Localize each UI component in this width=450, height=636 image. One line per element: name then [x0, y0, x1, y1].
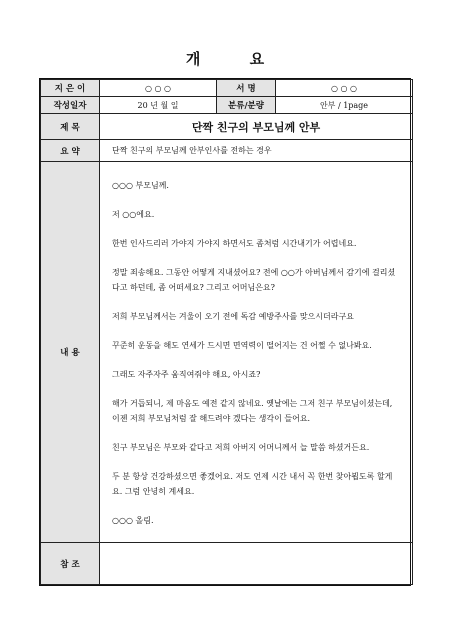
document-title: 개 요 [185, 50, 287, 68]
content-paragraph: 해가 거듭되니, 제 마음도 예전 같지 않네요. 옛날에는 그저 친구 부모님이셨는데, 이젠 저희 부모님처럼 잘 해드려야 겠다는 생각이 들어요. [112, 399, 393, 423]
reference-value [100, 543, 413, 585]
summary-row [41, 140, 413, 162]
content-paragraph: 친구 부모님은 부모와 같다고 저희 아버지 어머니께서 늘 말씀 하셨거든요. [112, 443, 370, 452]
content-paragraph: 두 분 항상 건강하셨으면 좋겠어요. 저도 언제 시간 내서 꼭 한번 찾아뵙도록 할게요. 그럼 안녕히 계세요. [112, 472, 393, 496]
content-row [41, 162, 413, 543]
subject-label: 제 목 [41, 114, 100, 140]
category-value: 안부 / 1page [276, 97, 413, 114]
content-paragraph: ○○○ 부모님께. [112, 181, 169, 190]
reference-row [41, 543, 413, 585]
content-paragraph: 정말 죄송해요. 그동안 어떻게 지내셨어요? 전에 ○○가 아버님께서 감기에 걸리셨다고 하던데, 좀 어떠세요? 그리고 어머님은요? [112, 268, 396, 292]
author-row [41, 80, 413, 97]
summary-value: 단짝 친구의 부모님께 안부인사를 전하는 경우 [100, 140, 413, 162]
summary-label: 요 약 [41, 140, 100, 162]
date-value: 20 년 월 일 [100, 97, 217, 114]
subject-row [41, 114, 413, 140]
signature-value: ○ ○ ○ [276, 80, 413, 97]
author-value: ○ ○ ○ [100, 80, 217, 97]
author-label: 지 은 이 [41, 80, 100, 97]
content-paragraph: 꾸준히 운동을 해도 연세가 드시면 면역력이 떨어지는 건 어쩔 수 없나봐요. [112, 341, 372, 350]
reference-label: 참 조 [41, 543, 100, 585]
date-label: 작성일자 [41, 97, 100, 114]
signature-label: 서 명 [217, 80, 276, 97]
content-paragraph: 저 ○○에요. [112, 210, 155, 219]
content-body [100, 162, 413, 543]
overview-form [39, 78, 411, 586]
overview-table [40, 79, 413, 585]
subject-value: 단짝 친구의 부모님께 안부 [100, 114, 413, 140]
content-paragraph: 그래도 자주자주 움직여줘야 해요, 아시죠? [112, 370, 261, 379]
content-paragraph: 저희 부모님께서는 겨울이 오기 전에 독감 예방주사를 맞으시더라구요 [112, 312, 354, 321]
content-label: 내 용 [41, 162, 100, 543]
content-paragraph: ○○○ 올림. [112, 516, 154, 525]
content-paragraph: 한번 인사드리러 가야지 가야지 하면서도 좀처럼 시간내기가 어렵네요. [112, 239, 357, 248]
category-label: 분류/분량 [217, 97, 276, 114]
date-row [41, 97, 413, 114]
